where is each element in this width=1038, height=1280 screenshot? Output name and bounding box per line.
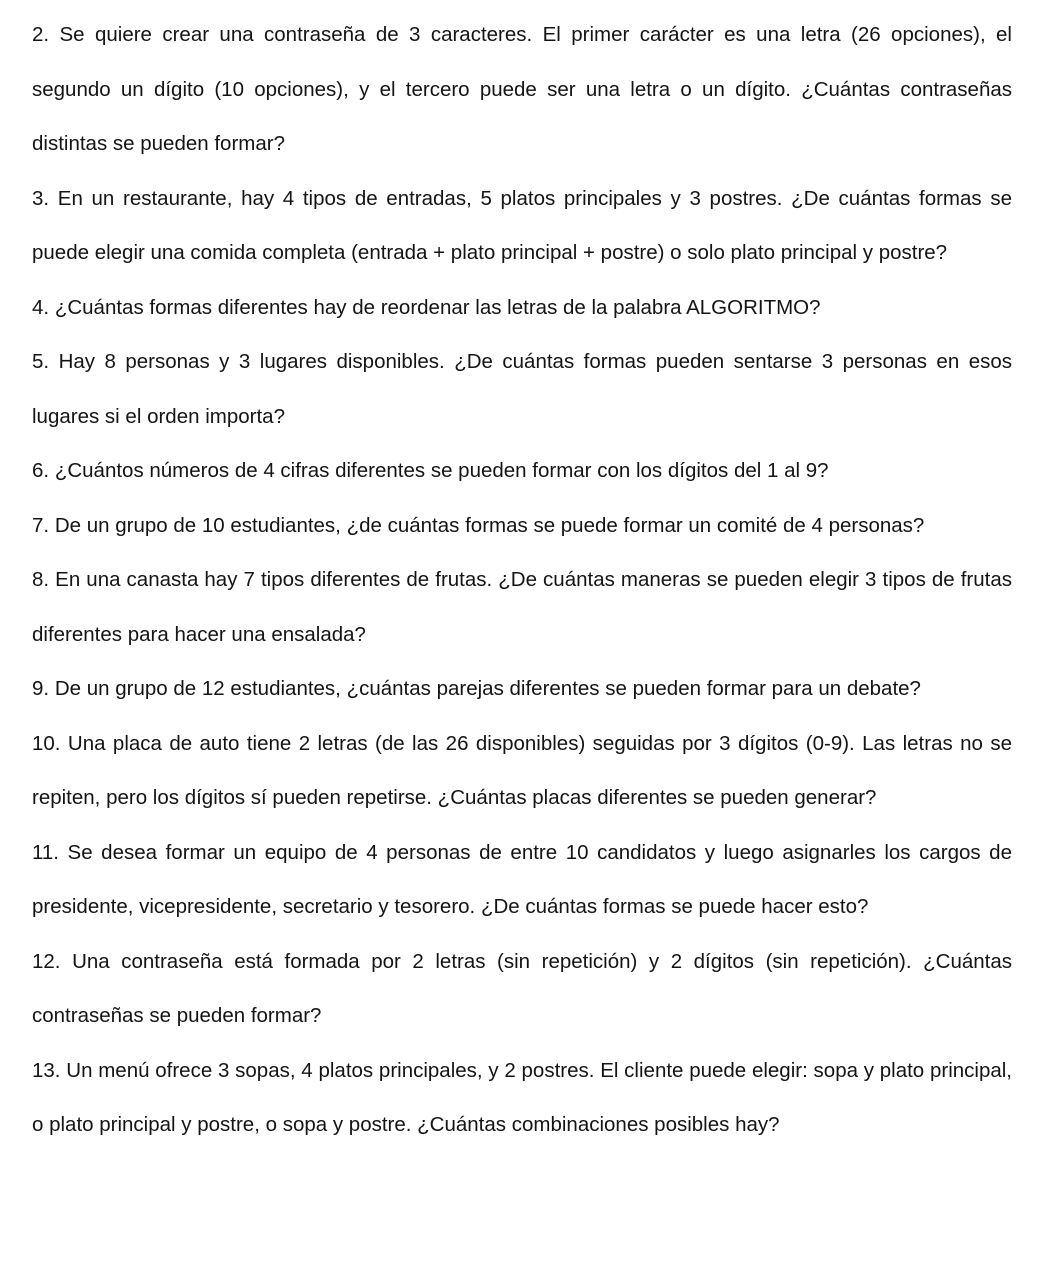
problem-number: 7.: [32, 513, 50, 537]
problem-item: [32, 281, 1012, 336]
problem-number: 5.: [32, 350, 50, 373]
problem-item: [32, 444, 1012, 499]
problem-number: 8.: [32, 568, 50, 591]
problem-text: Se desea formar un equipo de 4 personas de entre 10 candidatos y luego asignarles los cargos de presidente, vicepresidente, secretario y tesorero. ¿De cuántas formas se puede hacer esto?: [32, 840, 1012, 918]
problem-item: [32, 826, 1012, 935]
problem-item: [32, 935, 1012, 1044]
problem-item: [32, 553, 1012, 662]
problem-text: Una placa de auto tiene 2 letras (de las 26 disponibles) seguidas por 3 dígitos (0-9). Las letras no se repiten, pero los dígitos sí pueden repetirse. ¿Cuántas placas diferentes se pueden generar?: [32, 731, 1012, 809]
problem-number: 3.: [32, 186, 50, 210]
problem-text: De un grupo de 10 estudiantes, ¿de cuántas formas se puede formar un comité de 4 personas?: [54, 513, 925, 537]
problem-text: En una canasta hay 7 tipos diferentes de frutas. ¿De cuántas maneras se pueden elegir 3 tipos de frutas diferentes para hacer una ensalada?: [32, 568, 1012, 646]
problem-text: Hay 8 personas y 3 lugares disponibles. ¿De cuántas formas pueden sentarse 3 personas en esos lugares si el orden importa?: [32, 350, 1012, 428]
problem-text: En un restaurante, hay 4 tipos de entradas, 5 platos principales y 3 postres. ¿De cuántas formas se puede elegir una comida completa (entrada + plato principal + postre) o solo plato principal y postre?: [32, 186, 1012, 264]
problem-item: [32, 499, 1012, 554]
problem-item: [32, 8, 1012, 172]
problem-item: [32, 335, 1012, 444]
problem-text: De un grupo de 12 estudiantes, ¿cuántas parejas diferentes se pueden formar para un debate?: [54, 677, 921, 700]
problem-number: 12.: [32, 949, 61, 973]
problem-number: 4.: [32, 295, 50, 319]
problem-number: 9.: [32, 677, 50, 700]
problem-list: [32, 8, 1012, 1153]
problem-text: Una contraseña está formada por 2 letras (sin repetición) y 2 dígitos (sin repetición). ¿Cuántas contraseñas se pueden formar?: [32, 949, 1013, 1027]
problem-text: Un menú ofrece 3 sopas, 4 platos principales, y 2 postres. El cliente puede elegir: sopa y plato principal, o plato principal y postre, o sopa y postre. ¿Cuántas combinaciones posibles hay?: [32, 1058, 1013, 1136]
problem-text: ¿Cuántos números de 4 cifras diferentes se pueden formar con los dígitos del 1 al 9?: [54, 459, 829, 482]
problem-text: Se quiere crear una contraseña de 3 caracteres. El primer carácter es una letra (26 opciones), el segundo un dígito (10 opciones), y el tercero puede ser una letra o un dígito. ¿Cuántas contraseñas distintas se pueden formar?: [32, 23, 1012, 155]
problem-text: ¿Cuántas formas diferentes hay de reordenar las letras de la palabra ALGORITMO?: [54, 295, 821, 319]
problem-item: [32, 1044, 1012, 1153]
problem-item: [32, 172, 1012, 281]
problem-number: 10.: [32, 731, 61, 755]
problem-number: 6.: [32, 459, 50, 482]
problem-number: 11.: [32, 840, 59, 864]
problem-number: 13.: [32, 1058, 61, 1082]
problem-item: [32, 717, 1012, 826]
problem-number: 2.: [32, 23, 50, 46]
problem-item: [32, 662, 1012, 717]
